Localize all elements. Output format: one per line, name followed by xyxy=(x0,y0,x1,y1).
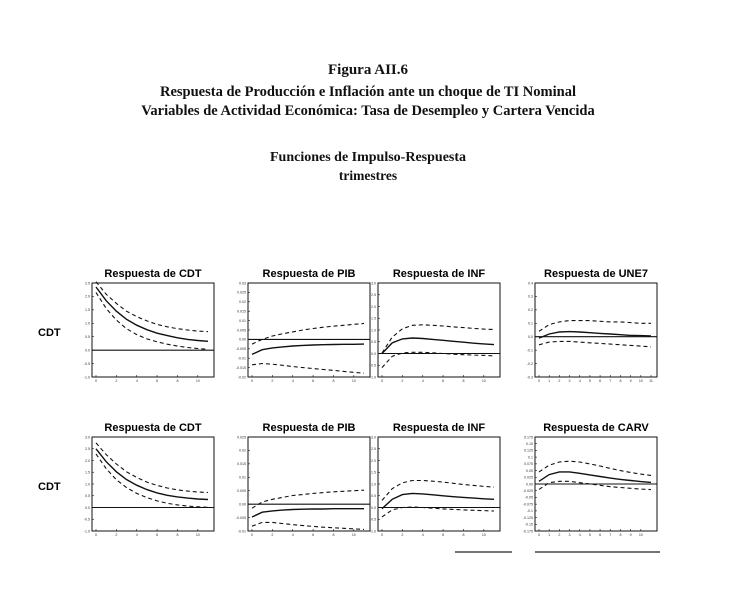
response-line xyxy=(252,344,364,354)
x-tick-label: 2 xyxy=(401,379,404,383)
plot-frame xyxy=(92,283,214,377)
chart-title: Respuesta de CDT xyxy=(104,422,202,434)
y-tick-label: -0.5 xyxy=(83,361,90,366)
y-tick-label: -0.175 xyxy=(522,529,533,534)
plot-frame xyxy=(248,437,370,531)
y-tick-label: 1.5 xyxy=(85,470,90,475)
y-tick-label: 0.05 xyxy=(526,468,533,473)
x-tick-label: 3 xyxy=(568,533,571,537)
x-tick-label: 2 xyxy=(271,379,274,383)
y-tick-label: 0.025 xyxy=(524,475,533,480)
upper-band-line xyxy=(252,490,364,508)
chart-title: Respuesta de UNE7 xyxy=(544,268,648,280)
y-tick-label: 2.0 xyxy=(371,458,376,463)
x-tick-label: 0 xyxy=(251,379,253,383)
y-tick-label: -0.005 xyxy=(235,347,246,352)
x-tick-label: 6 xyxy=(156,379,159,383)
y-tick-label: 0.015 xyxy=(237,462,246,467)
response-line xyxy=(382,493,494,508)
y-tick-label: 0.01 xyxy=(239,318,246,323)
y-tick-label: 1.0 xyxy=(371,482,376,487)
x-tick-label: 7 xyxy=(609,533,612,537)
y-tick-label: 1.0 xyxy=(85,482,90,487)
y-tick-label: 0.025 xyxy=(237,435,246,440)
y-tick-label: 0.005 xyxy=(237,328,246,333)
y-tick-label: 1.5 xyxy=(371,470,376,475)
chart-panel-1 xyxy=(84,268,214,383)
plot-frame xyxy=(535,283,657,377)
y-tick-label: 0.0 xyxy=(371,505,376,510)
x-tick-label: 8 xyxy=(619,533,622,537)
x-tick-label: 2 xyxy=(115,533,118,537)
y-tick-label: -0.015 xyxy=(235,365,246,370)
x-tick-label: 10 xyxy=(481,533,486,537)
y-tick-label: 2.5 xyxy=(371,447,376,452)
y-tick-label: 2.5 xyxy=(85,447,90,452)
y-tick-label: 0.15 xyxy=(526,442,533,447)
chart-panel-4 xyxy=(527,268,657,383)
x-tick-label: 6 xyxy=(599,533,602,537)
y-tick-label: 0.5 xyxy=(371,340,376,345)
lower-band-line xyxy=(96,454,208,507)
y-tick-label: -0.075 xyxy=(522,502,533,507)
x-tick-label: 4 xyxy=(421,533,424,537)
response-line xyxy=(96,287,208,341)
figure-subtitle-line2: trimestres xyxy=(338,168,398,183)
figure-subtitle-line1: Funciones de Impulso-Respuesta xyxy=(269,150,467,165)
y-tick-label: 3.0 xyxy=(371,435,376,440)
x-tick-label: 3 xyxy=(568,379,571,383)
x-tick-label: 2 xyxy=(115,379,118,383)
chart-title: Respuesta de PIB xyxy=(262,422,356,434)
x-tick-label: 8 xyxy=(332,379,335,383)
plot-frame xyxy=(378,283,500,377)
lower-band-line xyxy=(252,522,364,529)
y-tick-label: -0.02 xyxy=(237,375,246,380)
x-tick-label: 0 xyxy=(538,533,540,537)
y-tick-label: 2.5 xyxy=(371,293,376,298)
y-tick-label: -0.5 xyxy=(369,517,376,522)
y-tick-label: 0.00 xyxy=(239,502,246,507)
x-tick-label: 4 xyxy=(578,533,581,537)
lower-band-line xyxy=(539,341,651,346)
y-tick-label: 1.0 xyxy=(85,321,90,326)
x-tick-label: 0 xyxy=(95,379,97,383)
y-tick-label: 0.5 xyxy=(85,494,90,499)
y-tick-label: 0.0 xyxy=(85,505,90,510)
x-tick-label: 2 xyxy=(558,379,561,383)
lower-band-line xyxy=(96,292,208,349)
chart-title: Respuesta de CDT xyxy=(104,268,202,280)
x-tick-label: 10 xyxy=(481,379,486,383)
chart-title: Respuesta de PIB xyxy=(262,268,356,280)
y-tick-label: 0.02 xyxy=(239,300,246,305)
y-tick-label: -0.01 xyxy=(237,529,246,534)
y-tick-label: -0.15 xyxy=(524,522,533,527)
y-tick-label: 0.0 xyxy=(528,335,533,340)
y-tick-label: -0.05 xyxy=(524,495,533,500)
y-tick-label: -0.2 xyxy=(526,361,533,366)
x-tick-label: 5 xyxy=(588,379,591,383)
y-tick-label: 0.4 xyxy=(528,281,533,286)
y-tick-label: -0.1 xyxy=(526,348,533,353)
y-tick-label: 0.005 xyxy=(237,489,246,494)
chart-panel-8 xyxy=(523,422,657,537)
x-tick-label: 10 xyxy=(195,379,200,383)
y-tick-label: 0.5 xyxy=(371,494,376,499)
y-tick-label: 0.2 xyxy=(528,308,533,313)
x-tick-label: 10 xyxy=(351,533,356,537)
chart-title: Respuesta de CARV xyxy=(543,422,649,434)
x-tick-label: 11 xyxy=(649,379,653,383)
y-tick-label: 0.02 xyxy=(239,448,246,453)
y-tick-label: -0.005 xyxy=(235,515,246,520)
x-tick-label: 4 xyxy=(135,379,138,383)
x-tick-label: 4 xyxy=(135,533,138,537)
lower-band-line xyxy=(382,507,494,517)
x-tick-label: 8 xyxy=(176,379,179,383)
x-tick-label: 4 xyxy=(291,533,294,537)
x-tick-label: 0 xyxy=(381,533,383,537)
chart-title: Respuesta de INF xyxy=(392,422,486,434)
x-tick-label: 8 xyxy=(176,533,179,537)
x-tick-label: 9 xyxy=(629,379,632,383)
row-label: CDT xyxy=(38,327,61,339)
x-tick-label: 10 xyxy=(351,379,356,383)
upper-band-line xyxy=(382,481,494,501)
x-tick-label: 0 xyxy=(251,533,253,537)
x-tick-label: 6 xyxy=(312,533,315,537)
figure-title-line2: Variables de Actividad Económica: Tasa de Desempleo y Cartera Vencida xyxy=(141,103,595,119)
y-tick-label: -0.3 xyxy=(526,375,533,380)
chart-panel-2 xyxy=(236,268,370,383)
upper-band-line xyxy=(252,323,364,344)
plot-frame xyxy=(248,283,370,377)
y-tick-label: -0.5 xyxy=(369,363,376,368)
y-tick-label: 0.1 xyxy=(528,455,533,460)
y-tick-label: -1.0 xyxy=(83,375,90,380)
y-tick-label: -1.0 xyxy=(369,375,376,380)
y-tick-label: 0.0 xyxy=(85,348,90,353)
y-tick-label: -0.01 xyxy=(237,356,246,361)
x-tick-label: 7 xyxy=(609,379,612,383)
x-tick-label: 4 xyxy=(421,379,424,383)
y-tick-label: 0.00 xyxy=(526,482,533,487)
x-tick-label: 10 xyxy=(195,533,200,537)
y-tick-label: -0.125 xyxy=(522,515,533,520)
y-tick-label: -0.1 xyxy=(526,509,533,514)
chart-panel-5 xyxy=(84,422,214,537)
y-tick-label: 2.0 xyxy=(371,304,376,309)
x-tick-label: 6 xyxy=(599,379,602,383)
x-tick-label: 2 xyxy=(271,533,274,537)
y-tick-label: 0.5 xyxy=(85,335,90,340)
y-tick-label: 0.175 xyxy=(524,435,533,440)
y-tick-label: 0.015 xyxy=(237,309,246,314)
x-tick-label: 2 xyxy=(401,533,404,537)
x-tick-label: 6 xyxy=(442,533,445,537)
y-tick-label: 0.1 xyxy=(528,321,533,326)
x-tick-label: 0 xyxy=(538,379,540,383)
x-tick-label: 10 xyxy=(638,379,643,383)
x-tick-label: 10 xyxy=(638,533,643,537)
upper-band-line xyxy=(382,325,494,353)
x-tick-label: 6 xyxy=(156,533,159,537)
y-tick-label: 0.0 xyxy=(371,351,376,356)
x-tick-label: 8 xyxy=(462,379,465,383)
figure-label: Figura AII.6 xyxy=(327,62,408,78)
row-label: CDT xyxy=(38,481,61,493)
x-tick-label: 0 xyxy=(381,379,383,383)
response-line xyxy=(96,449,208,500)
y-tick-label: 2.5 xyxy=(85,281,90,286)
response-line xyxy=(252,509,364,517)
x-tick-label: 1 xyxy=(548,379,551,383)
chart-panel-3 xyxy=(370,268,500,383)
x-tick-label: 2 xyxy=(558,533,561,537)
y-tick-label: 0.025 xyxy=(237,290,246,295)
y-tick-label: 0.00 xyxy=(239,337,246,342)
x-tick-label: 4 xyxy=(291,379,294,383)
chart-panel-6 xyxy=(236,422,370,537)
response-line xyxy=(382,338,494,354)
x-tick-label: 4 xyxy=(578,379,581,383)
y-tick-label: -1.0 xyxy=(369,529,376,534)
upper-band-line xyxy=(539,321,651,332)
y-tick-label: -0.5 xyxy=(83,517,90,522)
y-tick-label: 0.03 xyxy=(239,281,246,286)
chart-panel-7 xyxy=(370,422,500,537)
x-tick-label: 8 xyxy=(462,533,465,537)
x-tick-label: 1 xyxy=(548,533,551,537)
chart-title: Respuesta de INF xyxy=(392,268,486,280)
figure-title-line1: Respuesta de Producción e Inflación ante un choque de TI Nominal xyxy=(160,84,576,100)
y-tick-label: 3.0 xyxy=(85,435,90,440)
y-tick-label: 2.0 xyxy=(85,294,90,299)
y-tick-label: 1.5 xyxy=(85,308,90,313)
y-tick-label: 3.0 xyxy=(371,281,376,286)
y-tick-label: 0.01 xyxy=(239,475,246,480)
lower-band-line xyxy=(382,352,494,367)
y-tick-label: 2.0 xyxy=(85,458,90,463)
x-tick-label: 0 xyxy=(95,533,97,537)
y-tick-label: 0.075 xyxy=(524,462,533,467)
y-tick-label: 1.0 xyxy=(371,328,376,333)
plot-frame xyxy=(378,437,500,531)
x-tick-label: 5 xyxy=(588,533,591,537)
y-tick-label: 1.5 xyxy=(371,316,376,321)
x-tick-label: 8 xyxy=(332,533,335,537)
lower-band-line xyxy=(252,364,364,374)
lower-band-line xyxy=(539,481,651,489)
y-tick-label: -1.0 xyxy=(83,529,90,534)
x-tick-label: 6 xyxy=(442,379,445,383)
y-tick-label: -0.025 xyxy=(522,489,533,494)
x-tick-label: 8 xyxy=(619,379,622,383)
y-tick-label: 0.125 xyxy=(524,448,533,453)
y-tick-label: 0.3 xyxy=(528,294,533,299)
x-tick-label: 9 xyxy=(629,533,632,537)
x-tick-label: 6 xyxy=(312,379,315,383)
